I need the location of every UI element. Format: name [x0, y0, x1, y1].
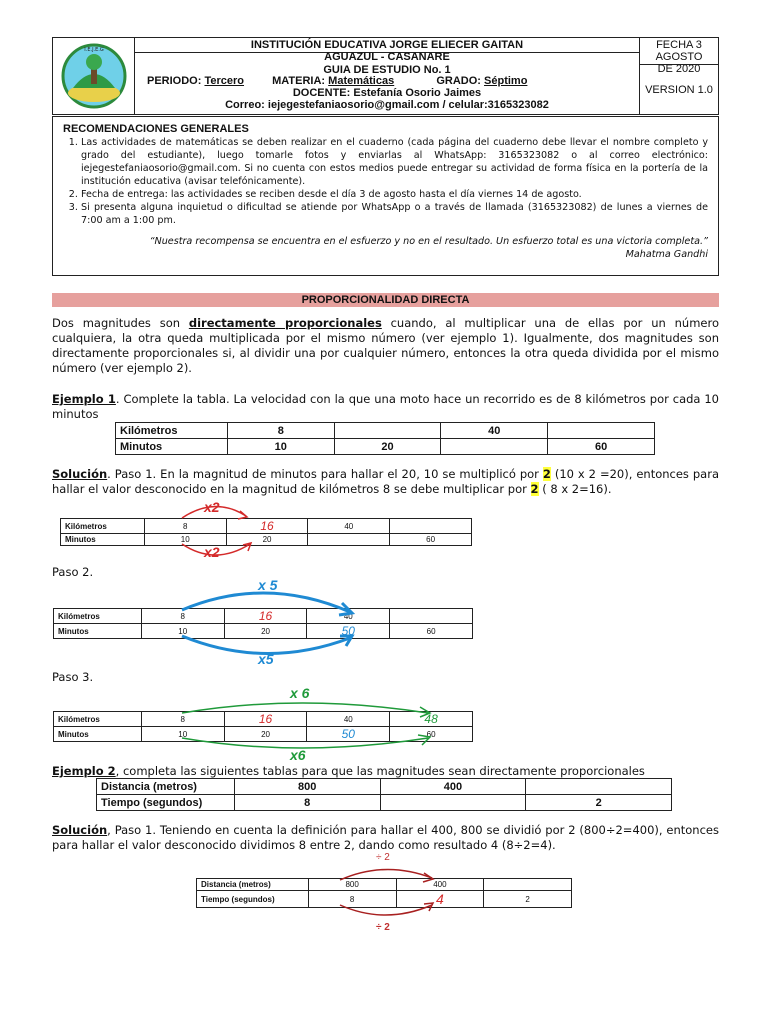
table-cell: 8	[227, 423, 334, 439]
divisor-label: ÷ 2	[376, 922, 390, 933]
table-row: Minutos 10 20 50 60	[54, 727, 473, 742]
quote: “Nuestra recompensa se encuentra en el esfuerzo y no en el resultado. Un esfuerzo total es una victoria completa.”	[149, 236, 708, 247]
step2-label: Paso 2.	[52, 565, 94, 579]
table-cell: 10	[227, 439, 334, 455]
teacher-name: DOCENTE: Estefanía Osorio Jaimes	[292, 87, 482, 99]
highlight: 2	[530, 482, 539, 496]
svg-text:I.E.J.E.G: I.E.J.E.G	[84, 47, 104, 53]
filled-value: 16	[226, 519, 308, 534]
table-cell: 2	[526, 795, 672, 811]
definition-term: directamente proporcionales	[188, 316, 382, 330]
table-cell: 400	[380, 779, 526, 795]
solution1-paragraph: Solución. Paso 1. En la magnitud de minutos para hallar el 20, 10 se multiplicó por 2 (10 x 2 =20), entonces para hallar el valor desconocido en la magnitud de kilómetros 8 se debe multiplicar por 2 ( 8 x 2=16).	[52, 467, 719, 496]
definition-paragraph: Dos magnitudes son directamente proporcionales cuando, al multiplicar una de ellas por un número cualquiera, la otra queda multiplicada por el mismo número (ver ejemplo 1). Igualmente, dos magnitudes son directamente proporcionales si, al dividir una por cualquier número, entonces la otra queda dividida por el mismo número (ver ejemplo 2).	[52, 316, 719, 375]
row-label: Tiempo (segundos)	[97, 795, 235, 811]
contact-info: Correo: iejegestefaniaosorio@gmail.com / celular:3165323082	[225, 99, 549, 111]
list-item: 1. Las actividades de matemáticas se deben realizar en el cuaderno (cada página del cuaderno debe llevar el nombre completo y grado del estudiante), luego tomarle fotos y enviarlas al WhatsApp: 3165323082 o al correo electrónico: iejegestefaniaosorio@gmail.com. Si no cuenta con estos medios puede entregar su actividad de forma física en la portería de la institución educativa (avisar telefónicamente).	[81, 136, 708, 188]
table-cell: 8	[234, 795, 380, 811]
list-item: 3. Si presenta alguna inquietud o dificultad se atiende por WhatsApp o a través de llamada (3165323082) de lunes a viernes de 7:00 am a 1:00 pm.	[81, 201, 708, 227]
subject-value: Matemáticas	[328, 75, 395, 87]
table-row: Minutos 10 20 60	[61, 534, 472, 546]
filled-value: 50	[307, 624, 390, 639]
highlight: 2	[542, 467, 551, 481]
table-row: Minutos 10 20 50 60	[54, 624, 473, 639]
period-value: Tercero	[204, 75, 245, 87]
row-label: Kilómetros	[116, 423, 228, 439]
multiplier-label: x2	[204, 544, 220, 560]
table-cell: 20	[334, 439, 441, 455]
institution-location: AGUAZUL - CASANARE	[324, 51, 450, 63]
multiplier-label: x2	[204, 499, 220, 515]
table-row: Kilómetros 8 16 40 48	[54, 712, 473, 727]
table-row: Distancia (metros) 800 400	[197, 879, 572, 891]
period-row: PERIODO: Tercero MATERIA: Matemáticas GRADO: Séptimo	[147, 75, 528, 87]
recommendations-title: RECOMENDACIONES GENERALES	[63, 123, 249, 135]
multiplier-label: x 5	[258, 577, 278, 593]
date-line2: DE 2020	[657, 63, 701, 75]
multiplier-label: x5	[258, 651, 274, 667]
filled-value: 4	[396, 891, 484, 908]
filled-value: 48	[390, 712, 473, 727]
institution-name: INSTITUCIÓN EDUCATIVA JORGE ELIECER GAITAN	[250, 39, 524, 51]
example1-statement: Ejemplo 1. Complete la tabla. La velocidad con la que una moto hace un recorrido es de 8 kilómetros por cada 10 minutos	[52, 392, 719, 421]
list-item: 2. Fecha de entrega: las actividades se reciben desde el día 3 de agosto hasta el día viernes 14 de agosto.	[81, 188, 708, 201]
version-label: VERSION 1.0	[645, 83, 713, 96]
table-row: Kilómetros 8 16 40	[54, 609, 473, 624]
solution1-label: Solución	[52, 467, 108, 481]
table-cell: 800	[234, 779, 380, 795]
solution2-label: Solución	[52, 823, 108, 837]
table-cell: 40	[441, 423, 548, 439]
table-row: Kilómetros 8 16 40	[61, 519, 472, 534]
section-title: PROPORCIONALIDAD DIRECTA	[52, 293, 719, 307]
table-row: Tiempo (segundos) 8 4 2	[197, 891, 572, 908]
multiplier-label: x 6	[290, 685, 310, 701]
filled-value: 16	[224, 712, 307, 727]
divisor-label: ÷ 2	[376, 852, 390, 863]
example2-statement: Ejemplo 2, completa las siguientes tablas para que las magnitudes sean directamente proporcionales	[52, 764, 645, 778]
date-line1: FECHA 3 AGOSTO	[655, 39, 703, 63]
example2-label: Ejemplo 2	[52, 764, 116, 778]
solution2-paragraph: Solución, Paso 1. Teniendo en cuenta la definición para hallar el 400, 800 se dividió por 2 (800÷2=400), entonces para hallar el valor desconocido dividimos 8 entre 2, dando como resultado 4 (8÷2=4).	[52, 823, 719, 852]
step3-label: Paso 3.	[52, 670, 94, 684]
filled-value: 50	[307, 727, 390, 742]
guide-number: GUIA DE ESTUDIO No. 1	[323, 64, 451, 76]
row-label: Distancia (metros)	[97, 779, 235, 795]
grade-value: Séptimo	[484, 75, 528, 87]
table-cell: 60	[548, 439, 655, 455]
example1-label: Ejemplo 1	[52, 392, 116, 406]
quote-author: Mahatma Gandhi	[625, 249, 708, 260]
filled-value: 16	[224, 609, 307, 624]
row-label: Minutos	[116, 439, 228, 455]
multiplier-label: x6	[290, 747, 306, 763]
